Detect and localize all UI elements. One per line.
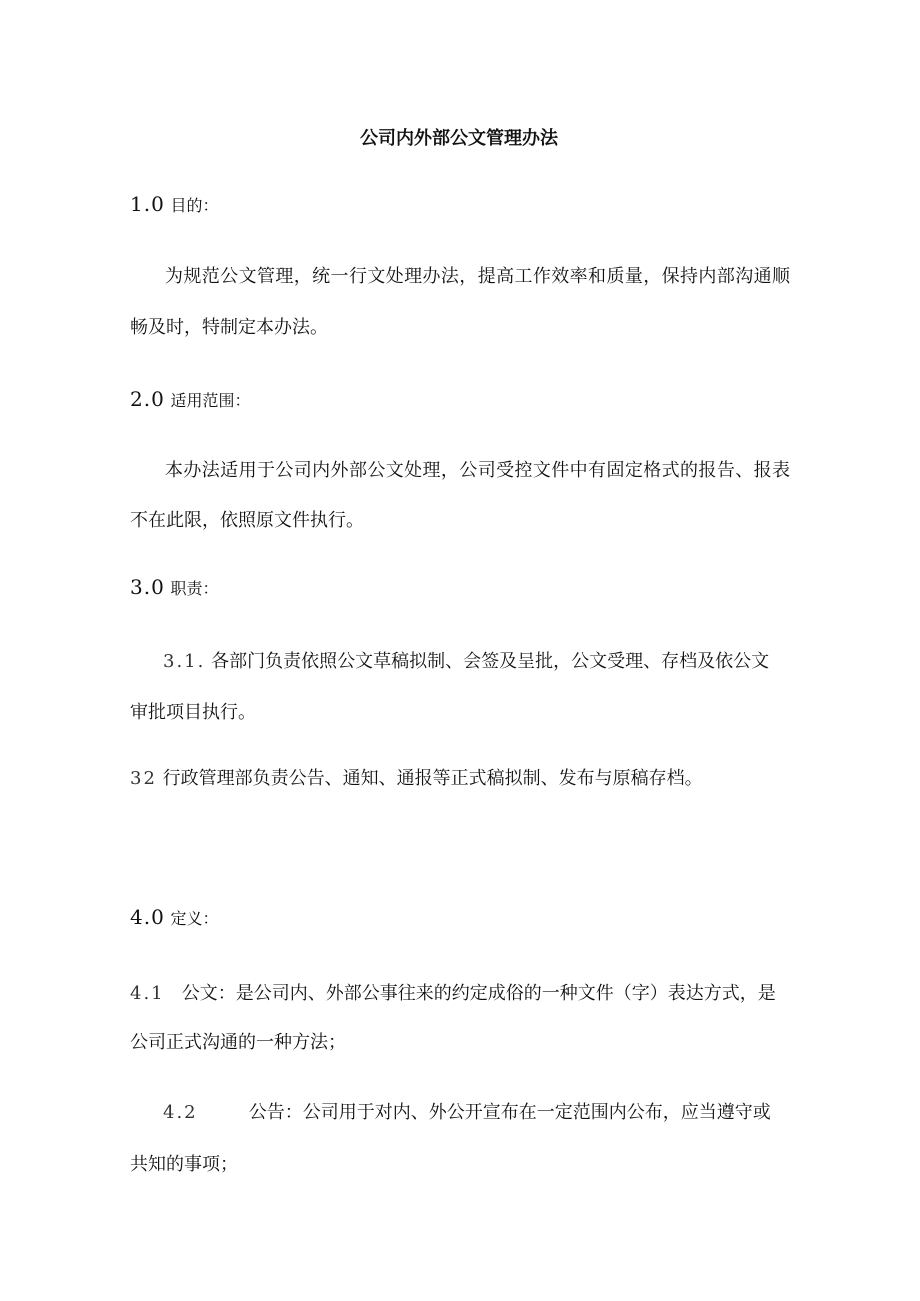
- section-2-paragraph-line-1: 本办法适用于公司内外部公文处理，公司受控文件中有固定格式的报告、报表: [165, 460, 790, 481]
- section-4-heading: [130, 905, 219, 931]
- section-1-heading: [130, 192, 219, 218]
- section-3-item-1-line-1: [163, 650, 769, 674]
- section-4-item-1-line-2: 公司正式沟通的一种方法；: [130, 1032, 346, 1053]
- section-1-paragraph-line-2: 畅及时，特制定本办法。: [130, 317, 328, 338]
- section-4-item-2-number: 4.2: [163, 1102, 198, 1123]
- section-3-number: 3.0: [130, 575, 165, 599]
- document-title: 公司内外部公文管理办法: [360, 128, 558, 149]
- section-3-label: 职责：: [170, 579, 219, 598]
- section-3-heading: [130, 575, 219, 601]
- section-4-number: 4.0: [130, 905, 165, 929]
- section-4-item-2-text: 公告：公司用于对内、外公开宣布在一定范围内公布，应当遵守或: [248, 1102, 771, 1123]
- section-3-item-2-number: 32: [130, 768, 157, 789]
- section-4-label: 定义：: [170, 909, 219, 928]
- section-3-item-1-line-2: 审批项目执行。: [130, 702, 256, 723]
- section-4-item-2-line-2: 共知的事项；: [130, 1154, 238, 1175]
- section-4-item-1-line-1: [130, 982, 776, 1006]
- section-2-label: 适用范围：: [170, 391, 251, 410]
- section-2-number: 2.0: [130, 387, 165, 411]
- section-2-heading: [130, 387, 251, 413]
- section-1-number: 1.0: [130, 192, 165, 216]
- section-1-paragraph-line-1: 为规范公文管理，统一行文处理办法，提高工作效率和质量，保持内部沟通顺: [165, 266, 790, 287]
- section-3-item-1-number: 3.1.: [163, 651, 206, 672]
- section-4-item-1-number: 4.1: [130, 983, 165, 1004]
- section-1-label: 目的：: [170, 196, 219, 215]
- section-3-item-2-text: 行政管理部负责公告、通知、通报等正式稿拟制、发布与原稿存档。: [162, 768, 703, 789]
- section-4-item-1-text: 公文：是公司内、外部公事往来的约定成俗的一种文件（字）表达方式，是: [181, 983, 776, 1004]
- section-3-item-1-text: 各部门负责依照公文草稿拟制、会签及呈批，公文受理、存档及依公文: [211, 651, 770, 672]
- section-2-paragraph-line-2: 不在此限，依照原文件执行。: [130, 510, 364, 531]
- section-4-item-2-line-1: [163, 1101, 771, 1125]
- section-3-item-2: [130, 767, 703, 791]
